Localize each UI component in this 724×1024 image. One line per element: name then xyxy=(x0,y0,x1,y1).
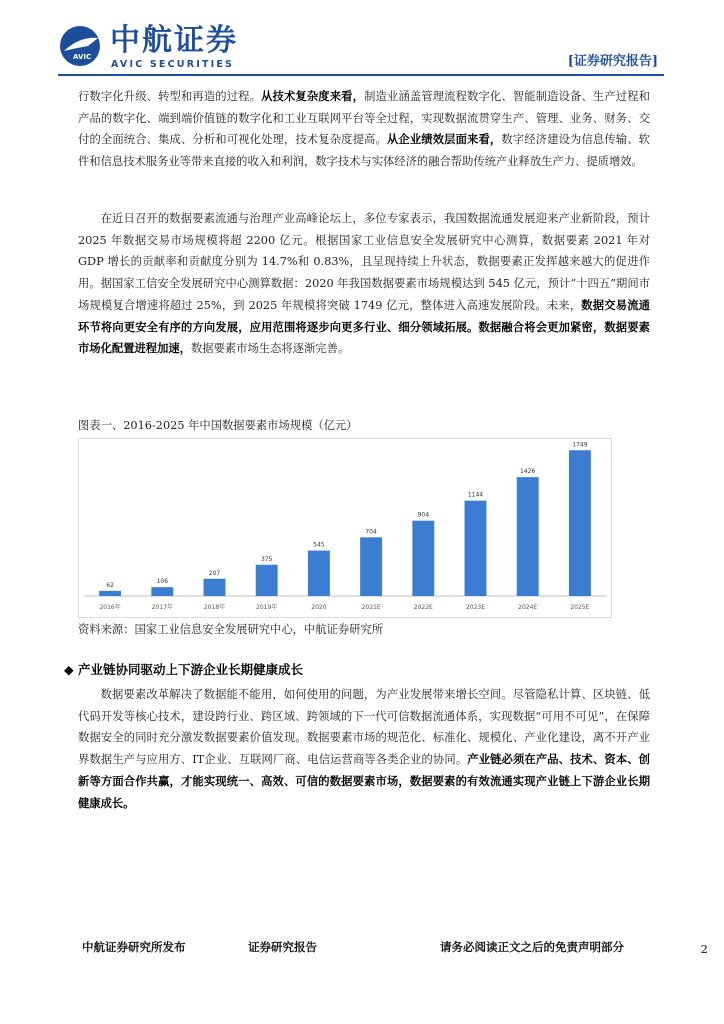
footer-disclaimer-note: 请务必阅读正文之后的免责声明部分 xyxy=(440,940,624,954)
section-text-1: 数据要素改革解决了数据能不能用，如何使用的问题，为产业发展带来增长空间。尽管隐私计算、区块链、低代码开发等核心技术，建设跨行业、跨区域、跨领域的下一代可信数据流通体系，实现数据“可用不可见”，在保障数据安全的同时充分激发数据要素价值发现。数据要素市场的规范化、标准化、规模化、产业化建设，离不开产业界数据生产与应用方、IT企业、互联网厂商、电信运营商等各类企业的协同。 xyxy=(78,688,650,767)
chart-tick-label: 2021E xyxy=(361,604,381,611)
chart-bar xyxy=(569,450,591,596)
figure-title: 图表一、2016-2025 年中国数据要素市场规模（亿元） xyxy=(78,419,358,432)
para2-text-2: 数据要素市场生态将逐渐完善。 xyxy=(190,342,350,356)
header-divider xyxy=(58,74,664,76)
chart-bar xyxy=(412,521,434,596)
intro-paragraph xyxy=(78,86,650,173)
intro-text-3: 数字经济建设为信息传输、软件和信息技术服务业等带来直接的收入和利润，数字技术与实体经济的融合帮助传统产业释放生产力、提质增效。 xyxy=(78,133,650,169)
chart-bar xyxy=(151,587,173,596)
chart-data-label: 375 xyxy=(260,555,273,563)
market-paragraph xyxy=(78,208,650,360)
chart-bar xyxy=(99,591,121,596)
chart-tick-label: 2024E xyxy=(518,604,538,611)
chart-bar xyxy=(256,565,278,596)
chart-data-label: 904 xyxy=(417,511,430,519)
chart-data-label: 1426 xyxy=(520,468,536,476)
intro-text-2: 制造业涵盖管理流程数字化、智能制造设备、生产过程和产品的数字化、端到端价值链的数字化和工业互联网平台等全过程，实现数据流贯穿生产、管理、业务、财务、交付的全面统合、集成、分析和可视化处理，技术复杂度提高。 xyxy=(78,90,650,147)
market-size-bar-chart xyxy=(78,438,612,618)
logo-text-cn: 中航证券 xyxy=(110,23,238,58)
chart-data-label: 207 xyxy=(208,569,221,577)
chart-tick-label: 2018年 xyxy=(203,604,226,611)
intro-bold-2: 从企业绩效层面来看， xyxy=(386,132,502,147)
chart-bar xyxy=(204,579,226,596)
chart-tick-label: 2025E xyxy=(570,604,590,611)
chart-tick-label: 2020 xyxy=(311,604,327,611)
logo-mark-text: AVIC xyxy=(73,53,92,61)
figure-source: 资料来源：国家工业信息安全发展研究中心，中航证券研究所 xyxy=(78,623,384,636)
chart-bar xyxy=(360,537,382,596)
page-number: 2 xyxy=(700,942,708,956)
chart-tick-label: 2022E xyxy=(413,604,433,611)
chart-bar xyxy=(517,477,539,596)
para2-bold-1: 数据交易流通环节将向更安全有序的方向发展，应用范围将逐步向更多行业、细分领域拓展。 xyxy=(78,297,650,334)
report-type-tag: [证券研究报告] xyxy=(567,54,658,69)
section-bold-2: 数据要素的有效流通实现产业链上下游企业长期健康成长。 xyxy=(78,773,650,810)
chart-data-label: 704 xyxy=(365,528,377,536)
section-bold-1: 产业链必须在产品、技术、资本、创新等方面合作共赢，才能实现统一、高效、可信的数据要素市场， xyxy=(78,752,650,788)
avic-logo-icon xyxy=(58,24,102,68)
company-logo xyxy=(58,24,258,72)
industry-chain-paragraph xyxy=(78,684,650,814)
chart-data-label: 1144 xyxy=(467,491,484,499)
chart-tick-label: 2019年 xyxy=(256,604,278,611)
para2-text-1: 在近日召开的数据要素流通与治理产业高峰论坛上，多位专家表示，我国数据流通发展迎来产业新阶段，预计 2025 年数据交易市场规模将超 2200 亿元。根据国家工业信息安全发展研究中心测算，数据要素 2021 年对 GDP 增长的贡献率和贡献度分别为 14.7%和 0.83%，且呈现持续上升状态，数据要素正发挥越来越大的促进作用。据国家工信安全发展研究中心测算数据：2020 年我国数据要素市场规模达到 545 亿元，预计“十四五”期间市场规模复合增速将超过 25%，到 2025 年规模将突破 1749 亿元，整体进入高速发展阶段。未来， xyxy=(78,212,650,312)
chart-tick-label: 2023E xyxy=(465,604,486,611)
logo-text-en: AVIC SECURITIES xyxy=(111,59,235,70)
intro-bold-1: 从技术复杂度来看， xyxy=(261,89,365,103)
chart-bar xyxy=(308,551,330,596)
intro-text-1: 行数字化升级、转型和再造的过程。 xyxy=(78,90,262,103)
chart-data-label: 545 xyxy=(313,541,325,549)
para2-bold-2: 数据融合将会更加紧密，数据要素市场化配置进程加速， xyxy=(78,319,650,356)
chart-tick-label: 2016年 xyxy=(99,604,121,611)
footer-publisher: 中航证券研究所发布 xyxy=(82,940,186,954)
chart-bar xyxy=(465,501,487,596)
section-title: ◆ 产业链协同驱动上下游企业长期健康成长 xyxy=(64,662,303,677)
chart-data-label: 106 xyxy=(156,578,169,586)
chart-tick-label: 2017年 xyxy=(151,604,173,611)
chart-data-label: 1749 xyxy=(572,441,588,449)
chart-data-label: 62 xyxy=(106,581,114,589)
footer-report-type: 证券研究报告 xyxy=(248,940,317,954)
